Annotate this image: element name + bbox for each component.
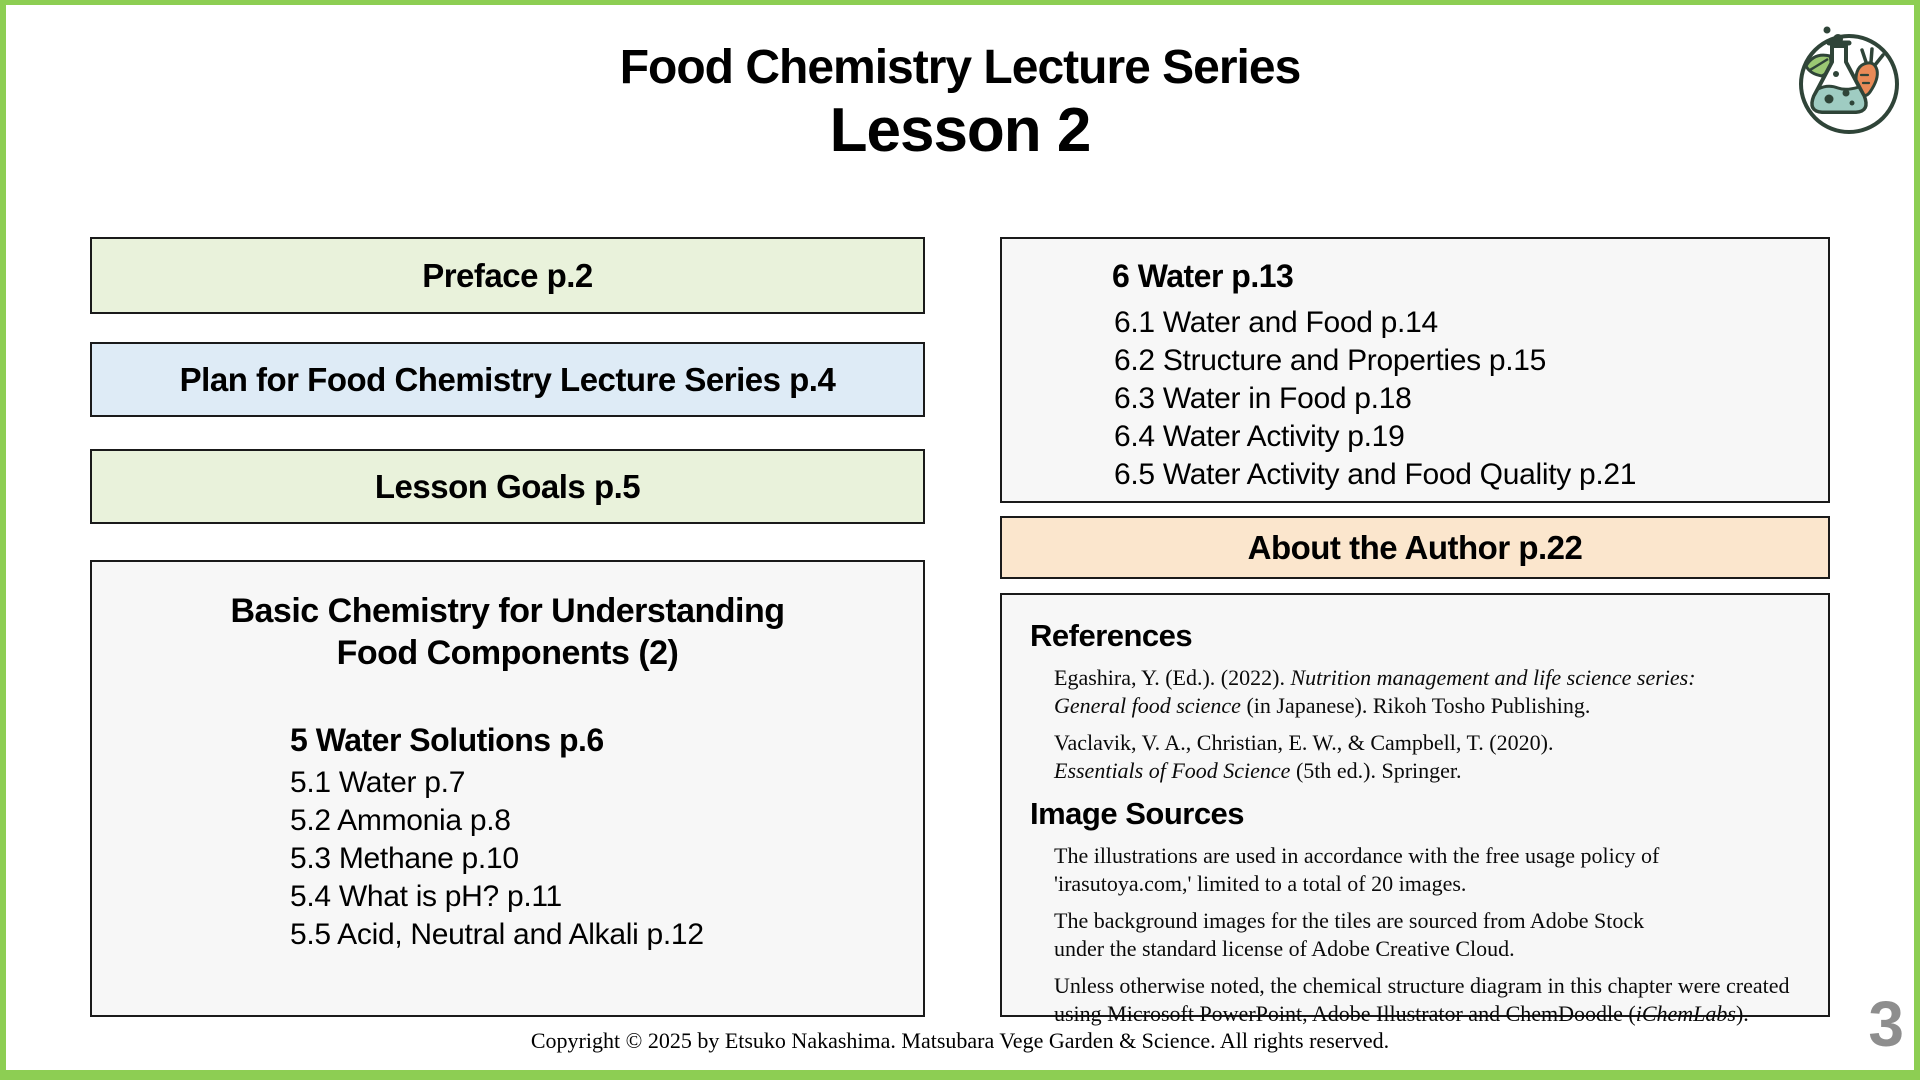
section-title-water: 6 Water p.13 bbox=[1112, 258, 1294, 294]
banner-lesson-goals-label: Lesson Goals p.5 bbox=[374, 467, 641, 505]
image-source-note-adobe-stock bbox=[1054, 907, 1808, 963]
citation-title-italic: Nutrition management and life science series: bbox=[1290, 665, 1696, 690]
toc-item: 6.5 Water Activity and Food Quality p.21 bbox=[1114, 458, 1637, 491]
citation-title-italic: Essentials of Food Science bbox=[1054, 758, 1291, 783]
toc-item: 6.3 Water in Food p.18 bbox=[1114, 382, 1412, 415]
citation-text: Vaclavik, V. A., Christian, E. W., & Campbell, T. (2020). bbox=[1054, 730, 1554, 755]
note-text: Unless otherwise noted, the chemical structure diagram in this chapter were created bbox=[1054, 973, 1790, 998]
toc-item: 6.1 Water and Food p.14 bbox=[1114, 306, 1438, 339]
citation-text: (5th ed.). Springer. bbox=[1290, 758, 1462, 783]
note-text: under the standard license of Adobe Creative Cloud. bbox=[1054, 936, 1515, 961]
citation-text: Egashira, Y. (Ed.). (2022). bbox=[1054, 665, 1291, 690]
image-source-note-irasutoya bbox=[1054, 842, 1808, 898]
citation-title-italic: General food science bbox=[1054, 693, 1241, 718]
toc-item: 6.2 Structure and Properties p.15 bbox=[1114, 344, 1547, 377]
note-text: ). bbox=[1735, 1001, 1749, 1026]
chapter-title-line2: Food Components (2) bbox=[336, 634, 679, 672]
chapter-box-title bbox=[102, 590, 913, 674]
references-heading: References bbox=[1030, 618, 1193, 653]
section-title-water-solutions: 5 Water Solutions p.6 bbox=[290, 722, 604, 758]
references-box bbox=[1000, 593, 1830, 1026]
banner-lesson-goals bbox=[90, 449, 925, 524]
lesson-title: Lesson 2 bbox=[829, 96, 1091, 165]
toc-item: 5.4 What is pH? p.11 bbox=[290, 880, 562, 913]
image-sources-heading: Image Sources bbox=[1030, 796, 1245, 831]
toc-item: 5.2 Ammonia p.8 bbox=[290, 804, 511, 837]
note-text: 'irasutoya.com,' limited to a total of 20 images. bbox=[1054, 871, 1467, 896]
banner-plan bbox=[90, 342, 925, 417]
page-number: 3 bbox=[1868, 988, 1904, 1060]
banner-about-author bbox=[1000, 516, 1830, 579]
citation-text: (in Japanese). Rikoh Tosho Publishing. bbox=[1240, 693, 1591, 718]
copyright-text: Copyright © 2025 by Etsuko Nakashima. Matsubara Vege Garden & Science. All rights reserved. bbox=[530, 1028, 1390, 1053]
toc-item: 5.5 Acid, Neutral and Alkali p.12 bbox=[290, 918, 704, 951]
banner-preface bbox=[90, 237, 925, 314]
chapter-box bbox=[90, 560, 925, 1017]
water-chapter-box bbox=[1000, 237, 1830, 503]
food-science-flask-logo-icon bbox=[1788, 22, 1908, 142]
image-source-note-chemdoodle bbox=[1054, 972, 1808, 1028]
water-solutions-toc-list bbox=[290, 764, 923, 954]
chapter-title-line1: Basic Chemistry for Understanding bbox=[230, 592, 785, 630]
citation-egashira bbox=[1054, 664, 1808, 720]
note-text: The illustrations are used in accordance with the free usage policy of bbox=[1054, 843, 1660, 868]
note-text: using Microsoft PowerPoint, Adobe Illustrator and ChemDoodle ( bbox=[1054, 1001, 1636, 1026]
note-text: The background images for the tiles are sourced from Adobe Stock bbox=[1054, 908, 1645, 933]
lecture-series-title: Food Chemistry Lecture Series bbox=[619, 41, 1301, 94]
water-toc-list bbox=[1114, 304, 1828, 494]
toc-item: 5.3 Methane p.10 bbox=[290, 842, 519, 875]
banner-preface-label: Preface p.2 bbox=[422, 256, 593, 294]
toc-item: 5.1 Water p.7 bbox=[290, 766, 466, 799]
citation-vaclavik bbox=[1054, 729, 1808, 785]
banner-about-author-label: About the Author p.22 bbox=[1247, 528, 1583, 566]
note-text-italic: iChemLabs bbox=[1635, 1001, 1736, 1026]
toc-item: 6.4 Water Activity p.19 bbox=[1114, 420, 1405, 453]
banner-plan-label: Plan for Food Chemistry Lecture Series p.4 bbox=[179, 360, 836, 398]
